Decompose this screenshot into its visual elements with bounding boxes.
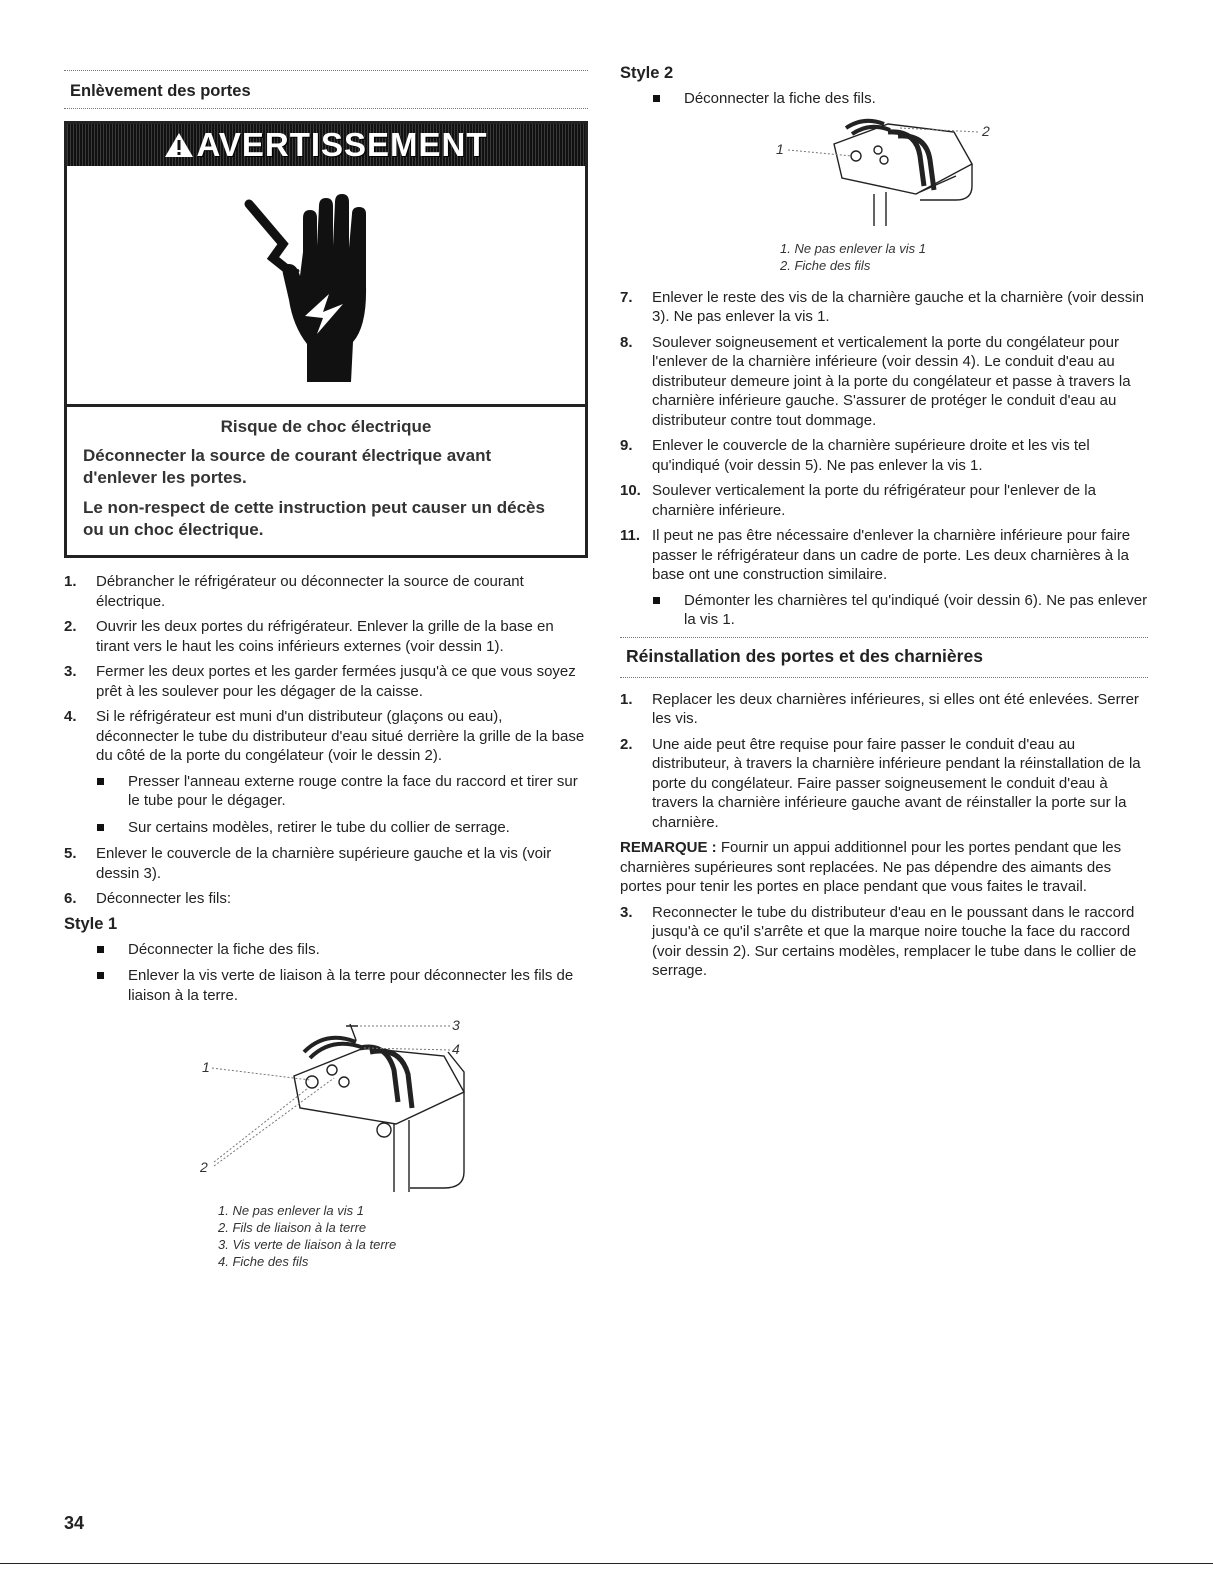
warning-risk: Risque de choc électrique: [220, 417, 432, 436]
electric-shock-illustration: [67, 166, 585, 407]
callout-4: 4: [452, 1041, 460, 1057]
removal-steps: [64, 572, 588, 766]
step-11: 11. Il peut ne pas être nécessaire d'enlever la charnière inférieure pour faire passer le réfrigérateur dans un cadre de porte. Les deux charnières à la base ont une construction similaire.: [620, 527, 1131, 583]
section-title-door-removal: Enlèvement des portes: [64, 70, 588, 109]
warning-instruction: Déconnecter la source de courant électrique avant d'enlever les portes.: [83, 446, 492, 487]
remark-label: REMARQUE :: [620, 839, 717, 856]
reinstall-step-1: 1. Replacer les deux charnières inférieures, si elles ont été enlevées. Serrer les vis.: [620, 690, 1139, 727]
style-2-captions: 1. Ne pas enlever la vis 1 2. Fiche des fils: [780, 240, 926, 273]
callout-2: 2: [982, 122, 990, 139]
style-2-heading: Style 2: [620, 64, 674, 82]
callout-3: 3: [452, 1017, 460, 1033]
warning-triangle-icon: [164, 131, 194, 159]
step-1: 1. Débrancher le réfrigérateur ou déconnecter la source de courant électrique.: [64, 573, 524, 610]
style-1-heading: Style 1: [64, 914, 118, 933]
warning-consequence: Le non-respect de cette instruction peut causer un décès ou un choc électrique.: [83, 498, 545, 539]
step-7: 7. Enlever le reste des vis de la charnière gauche et la charnière (voir dessin 3). Ne pas enlever la vis 1.: [620, 288, 1144, 325]
reinstall-step-2: 2. Une aide peut être requise pour faire passer le conduit d'eau au distributeur, à travers la charnière inférieure pendant la réinstallation de la porte du congélateur. Faire passer soigneusement le conduit d'eau à travers la charnière inférieure gauche avant de réinstaller la porte sur la charnière.: [620, 735, 1141, 831]
reinstall-step-3: 3. Reconnecter le tube du distributeur d'eau en le poussant dans le raccord jusqu'à ce qu'il s'arrête et que la marque noire touche la face du raccord (voir dessin 2). Sur certains modèles, remplacer le tube dans le collier de serrage.: [620, 903, 1137, 979]
removal-steps-continued: [620, 288, 1148, 585]
hand-shock-icon: [67, 166, 585, 404]
page-number: 34: [64, 1513, 85, 1533]
warning-box: [64, 121, 588, 558]
step-9: 9. Enlever le couvercle de la charnière supérieure droite et les vis tel qu'indiqué (voir dessin 5). Ne pas enlever la vis 1.: [620, 437, 1090, 474]
section-title-reinstallation: Réinstallation des portes et des charnières: [620, 637, 1148, 678]
warning-header: [67, 124, 585, 166]
hinge-wiring-drawing: [64, 1012, 588, 1198]
reinstall-steps: [620, 690, 1148, 833]
step-3: 3. Fermer les deux portes et les garder fermées jusqu'à ce que vous soyez prêt à les soulever pour les dégager de la caisse.: [64, 663, 576, 700]
step-11-bullet-1: Démonter les charnières tel qu'indiqué (voir dessin 6). Ne pas enlever la vis 1.: [620, 591, 1148, 630]
step-4-bullet-1: Presser l'anneau externe rouge contre la face du raccord et tirer sur le tube pour le dégager.: [64, 772, 588, 811]
remark-note: [620, 838, 1148, 897]
callout-2: 2: [200, 1159, 208, 1175]
step-10: 10. Soulever verticalement la porte du réfrigérateur pour l'enlever de la charnière inférieure.: [620, 482, 1096, 519]
right-column: [620, 62, 1148, 987]
callout-1: 1: [202, 1059, 210, 1075]
left-column: [64, 62, 588, 1270]
step-4: 4. Si le réfrigérateur est muni d'un distributeur (glaçons ou eau), déconnecter le tube du distributeur d'eau situé derrière la grille de la base du côté de la porte du congélateur (voir le dessin 2).: [64, 708, 585, 764]
step-4-bullet-2: Sur certains modèles, retirer le tube du collier de serrage.: [64, 818, 588, 838]
style-1-bullet-1: Déconnecter la fiche des fils.: [64, 940, 588, 960]
step-6: 6. Déconnecter les fils:: [64, 890, 232, 907]
step-2: 2. Ouvrir les deux portes du réfrigérateur. Enlever la grille de la base en tirant vers le haut les coins inférieurs externes (voir dessin 1).: [64, 618, 554, 655]
style-1-figure: [64, 1012, 588, 1198]
style-2-figure: [620, 116, 1148, 234]
warning-title: AVERTISSEMENT: [196, 126, 488, 163]
style-1-captions: 1. Ne pas enlever la vis 1 2. Fils de liaison à la terre 3. Vis verte de liaison à la terre 4. Fiche des fils: [218, 1203, 397, 1269]
style-1-bullet-2: Enlever la vis verte de liaison à la terre pour déconnecter les fils de liaison à la terre.: [64, 966, 588, 1005]
step-8: 8. Soulever soigneusement et verticalement la porte du congélateur pour l'enlever de la charnière inférieure (voir dessin 4). Le conduit d'eau au distributeur demeure joint à la porte du congélateur et passe à travers la charnière inférieure gauche. S'assurer de protéger le conduit d'eau au distributeur contre tout dommage.: [620, 333, 1131, 429]
remark-text: Fournir un appui additionnel pour les portes pendant que les charnières supérieures sont replacées. Ne pas dépendre des aimants des portes pour tenir les portes en place pendant que vous faites le travail.: [620, 839, 1122, 895]
hinge-plug-drawing: [620, 116, 1148, 234]
step-5: 5. Enlever le couvercle de la charnière supérieure gauche et la vis (voir dessin 3).: [64, 845, 552, 882]
footer-rule: [0, 1563, 1213, 1564]
callout-1: 1: [776, 140, 784, 157]
style-2-bullet-1: Déconnecter la fiche des fils.: [620, 89, 1148, 109]
